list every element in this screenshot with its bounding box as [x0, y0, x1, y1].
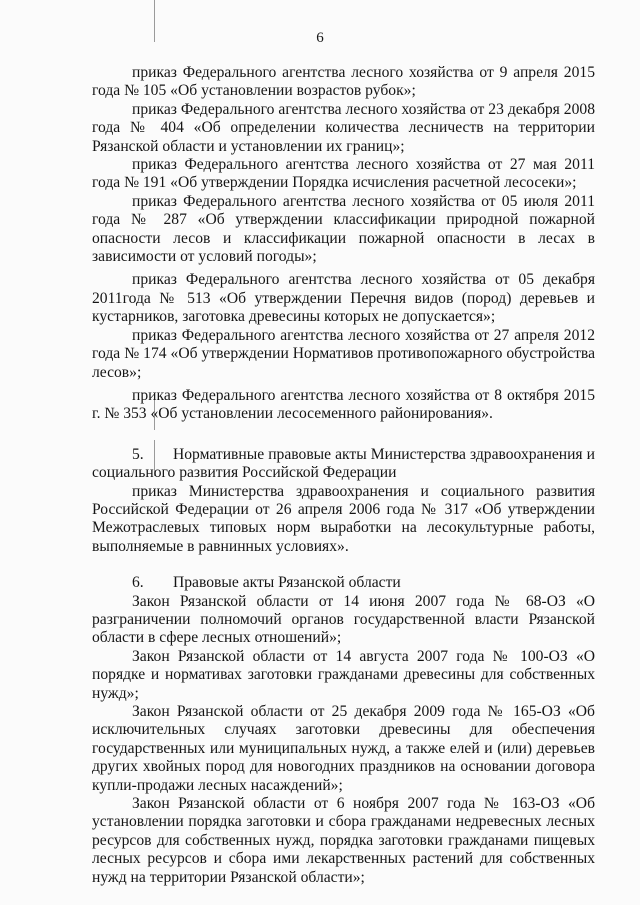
paragraph: приказ Федерального агентства лесного хозяйства от 8 октября 2015 г. № 353 «Об установлении лесосеменного районирования».	[92, 386, 595, 423]
paragraph: Закон Рязанской области от 14 июня 2007 года № 68-ОЗ «О разграничении полномочий органов государственной власти Рязанской области в сфере лесных отношений»;	[92, 592, 595, 647]
section-heading	[92, 574, 595, 592]
paragraph: приказ Федерального агентства лесного хозяйства от 9 апреля 2015 года № 105 «Об установлении возрастов рубок»;	[92, 64, 595, 100]
paragraph: Закон Рязанской области от 6 ноября 2007 года № 163-ОЗ «Об установлении порядка заготовки и сбора гражданами недревесных лесных ресурсов для собственных нужд, порядка заготовки гражданами пищевых лесных ресурсов и сбора ими лекарственных растений для собственных нужд на территории Рязанской области»;	[92, 795, 595, 886]
section-heading	[92, 446, 595, 483]
paragraph: приказ Министерства здравоохранения и социального развития Российской Федерации от 26 апреля 2006 года № 317 «Об утверждении Межотраслевых типовых норм выработки на лесокультурные работы, выполняемые в равнинных условиях».	[92, 482, 595, 555]
paragraph: приказ Федерального агентства лесного хозяйства от 05 июля 2011 года № 287 «Об утверждении классификации природной пожарной опасности лесов и классификации пожарной опасности в лесах в зависимости от условий погоды»;	[92, 192, 595, 266]
paragraph: Закон Рязанской области от 25 декабря 2009 года № 165-ОЗ «Об исключительных случаях заготовки древесины для обеспечения государственных или муниципальных нужд, а также елей и (или) деревьев других хвойных пород для новогодних праздников на основании договора купли-продажи лесных насаждений»;	[92, 703, 595, 794]
section-title: Правовые акты Рязанской области	[173, 574, 401, 592]
paragraph: Закон Рязанской области от 14 августа 2007 года № 100-ОЗ «О порядке и нормативах заготовки гражданами древесины для собственных нужд»;	[92, 647, 595, 702]
paragraph: приказ Федерального агентства лесного хозяйства от 27 апреля 2012 года № 174 «Об утверждении Нормативов противопожарного обустройства лесов»;	[92, 326, 595, 381]
paragraph: приказ Федерального агентства лесного хозяйства от 05 декабря 2011года № 513 «Об утверждении Перечня видов (пород) деревьев и кустарников, заготовка древесины которых не допускается»;	[92, 271, 595, 326]
section-6	[92, 574, 595, 887]
paragraph: приказ Федерального агентства лесного хозяйства от 23 декабря 2008 года № 404 «Об определении количества лесничеств на территории Рязанской области и установлении их границ»;	[92, 100, 595, 155]
section-number: 5.	[132, 445, 144, 463]
section-number: 6.	[132, 574, 144, 592]
page-number: 6	[316, 30, 324, 46]
section-title: Нормативные правовые акты Министерства здравоохранения и социального развития Российской Федерации	[92, 445, 595, 482]
paragraph: приказ Федерального агентства лесного хозяйства от 27 мая 2011 года № 191 «Об утверждении Порядка исчисления расчетной лесосеки»;	[92, 156, 595, 192]
document-body	[92, 64, 595, 887]
section-5	[92, 446, 595, 556]
